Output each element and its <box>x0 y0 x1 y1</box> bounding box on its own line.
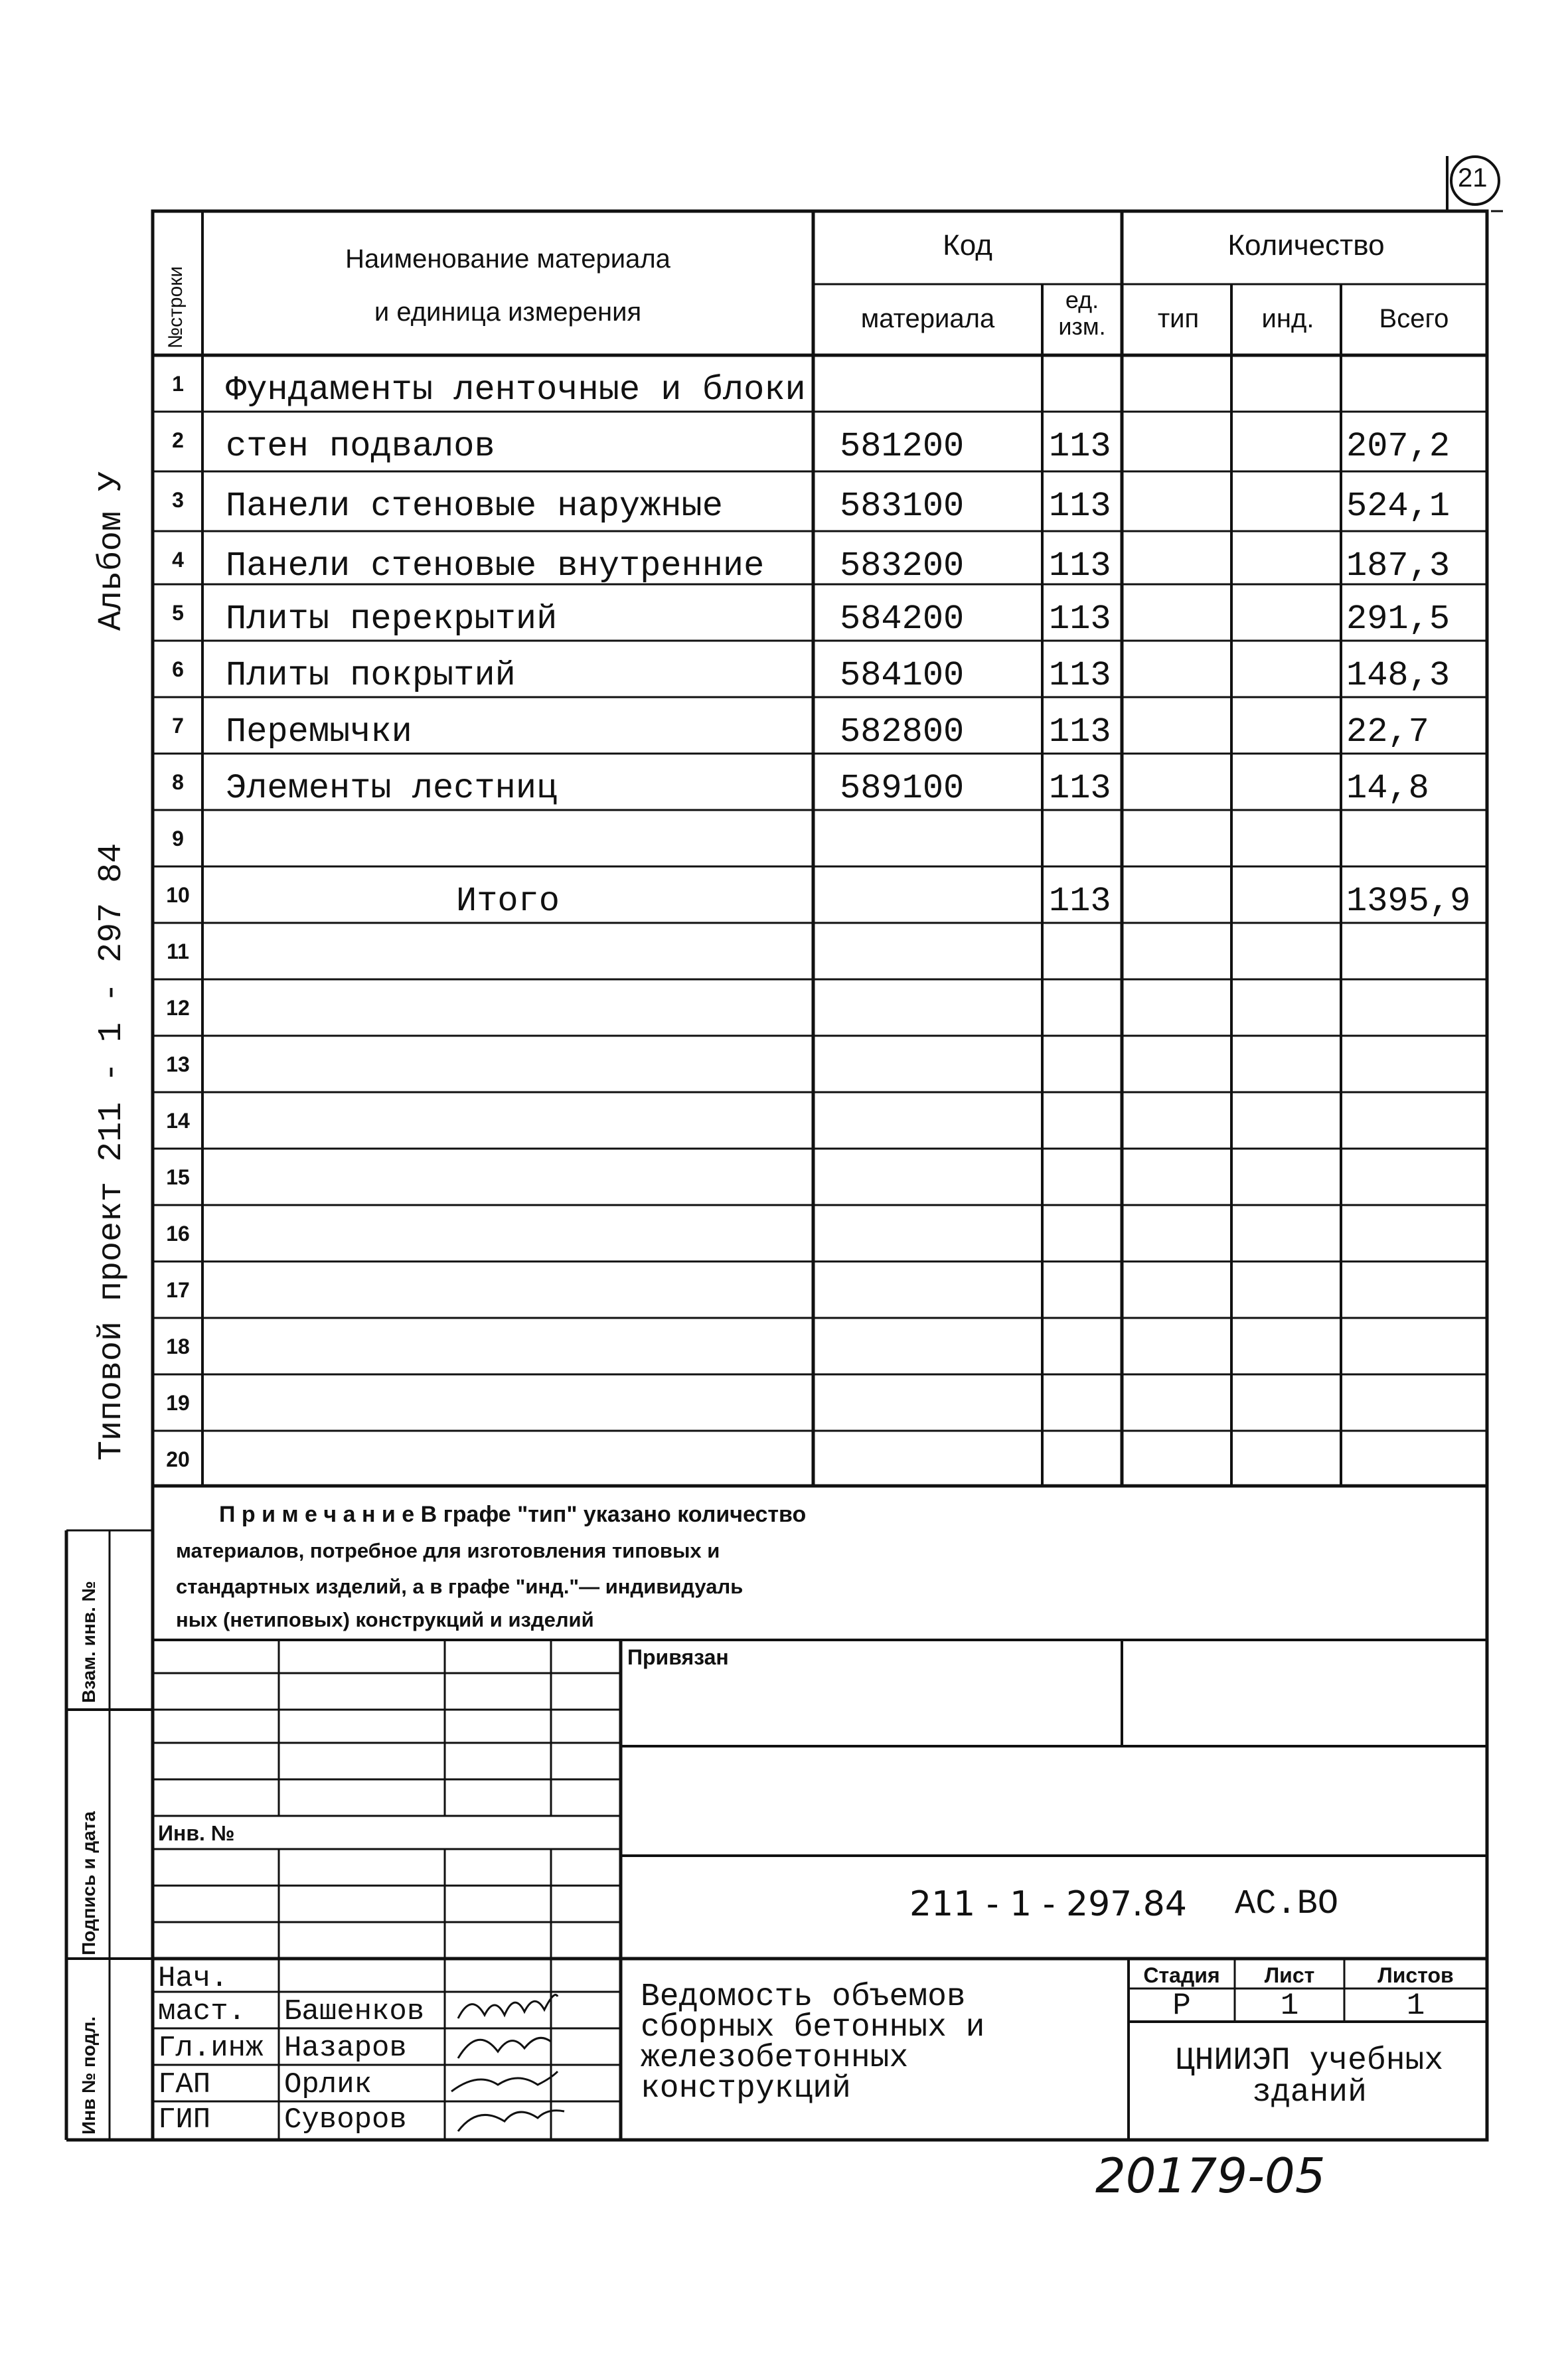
row-number: 8 <box>172 770 184 794</box>
stage-label: Стадия <box>1143 1963 1220 1987</box>
signature-scribbles <box>451 1995 564 2132</box>
note-line-4: ных (нетиповых) конструкций и изделий <box>176 1608 594 1631</box>
header-name: Наименование материала и единица измерения <box>345 244 670 327</box>
role-person: Башенков <box>284 1995 425 2028</box>
header-code: Код <box>943 229 992 262</box>
note-line-1: П р и м е ч а н и е В графе "тип" указано количество <box>219 1502 807 1527</box>
sheets-value: 1 <box>1406 1988 1425 2023</box>
material-code: 583200 <box>840 546 965 586</box>
qty-total: 291,5 <box>1346 600 1450 639</box>
sheets-label: Листов <box>1377 1963 1454 1987</box>
qty-total: 14,8 <box>1346 769 1429 808</box>
qty-total: 148,3 <box>1346 656 1450 695</box>
qty-total: 524,1 <box>1346 487 1450 526</box>
organization: ЦНИИЭП учебных зданий <box>1175 2043 1444 2111</box>
unit-code: 113 <box>1049 769 1111 808</box>
header-code-unit: ед. изм. <box>1058 286 1106 340</box>
unit-code: 113 <box>1049 427 1111 466</box>
row-number: 16 <box>166 1222 190 1246</box>
unit-code: 113 <box>1049 600 1111 639</box>
row-number: 9 <box>172 827 184 851</box>
qty-total: 187,3 <box>1346 546 1450 586</box>
header-qty-ind: инд. <box>1261 304 1314 333</box>
header-row-no: №строки <box>165 266 187 349</box>
qty-total: 22,7 <box>1346 712 1429 752</box>
role-title: Гл.инж <box>158 2032 264 2065</box>
role-title: Нач. <box>158 1962 228 1995</box>
material-code: 584100 <box>840 656 965 695</box>
row-number: 19 <box>166 1391 190 1415</box>
role-person: Назаров <box>284 2032 407 2065</box>
inv-podl-label: Инв № подл. <box>78 2016 99 2135</box>
material-name: Панели стеновые наружные <box>226 487 723 526</box>
row-number: 3 <box>172 488 184 512</box>
role-title: ГИП <box>158 2103 211 2137</box>
row-number: 12 <box>166 996 190 1020</box>
qty-total: 1395,9 <box>1346 882 1471 921</box>
sheet-value: 1 <box>1280 1988 1299 2023</box>
role-title: ГАП <box>158 2068 211 2101</box>
material-name: Панели стеновые внутренние <box>226 546 765 586</box>
row-number: 10 <box>166 883 190 907</box>
unit-code: 113 <box>1049 656 1111 695</box>
privyazan-label: Привязан <box>627 1645 729 1669</box>
role-person: Суворов <box>284 2103 407 2137</box>
vzam-inv-label: Взам. инв. № <box>78 1581 99 1703</box>
row-number: 18 <box>166 1335 190 1358</box>
row-number: 6 <box>172 657 184 681</box>
doc-code: 211 - 1 - 297.84 <box>909 1884 1187 1924</box>
unit-code: 113 <box>1049 712 1111 752</box>
header-code-material: материала <box>860 304 995 333</box>
footer-number: 20179-05 <box>1095 2148 1326 2204</box>
header-qty-type: тип <box>1157 304 1200 333</box>
project-label: Типовой проект 211 - 1 - 297 84 <box>93 843 131 1461</box>
material-name: Элементы лестниц <box>226 769 558 808</box>
unit-code: 113 <box>1049 882 1111 921</box>
unit-code: 113 <box>1049 487 1111 526</box>
material-code: 583100 <box>840 487 965 526</box>
row-number: 13 <box>166 1052 190 1076</box>
row-number: 7 <box>172 714 184 738</box>
material-name: Плиты перекрытий <box>226 600 558 639</box>
material-name: стен подвалов <box>226 427 495 466</box>
row-number: 5 <box>172 601 184 625</box>
doc-mark: АС.ВО <box>1235 1884 1339 1923</box>
material-name: Плиты покрытий <box>226 656 516 695</box>
material-name: Фундаменты ленточные и блоки <box>226 370 806 410</box>
row-number: 1 <box>172 372 184 396</box>
note-line-3: стандартных изделий, а в графе "инд."— индивидуаль <box>176 1575 744 1598</box>
header-qty-total: Всего <box>1379 304 1449 333</box>
qty-total: 207,2 <box>1346 427 1450 466</box>
row-number: 2 <box>172 428 184 452</box>
material-name: Итого <box>455 882 560 921</box>
page-number: 21 <box>1458 163 1488 193</box>
material-code: 589100 <box>840 769 965 808</box>
material-code: 584200 <box>840 600 965 639</box>
unit-code: 113 <box>1049 546 1111 586</box>
row-number: 14 <box>166 1109 190 1133</box>
row-number: 4 <box>172 548 184 572</box>
material-code: 582800 <box>840 712 965 752</box>
row-number: 20 <box>166 1447 190 1471</box>
podpis-data-label: Подпись и дата <box>78 1811 99 1955</box>
role-title: маст. <box>158 1995 246 2028</box>
material-code: 581200 <box>840 427 965 466</box>
role-person: Орлик <box>284 2068 372 2101</box>
sheet-label: Лист <box>1264 1963 1315 1987</box>
document-title: Ведомость объемов сборных бетонных и железобетонных конструкций <box>641 1979 985 2107</box>
stage-value: Р <box>1172 1988 1191 2023</box>
material-name: Перемычки <box>226 712 412 752</box>
row-number: 11 <box>167 939 189 963</box>
header-quantity: Количество <box>1227 229 1385 262</box>
inv-no-label: Инв. № <box>158 1821 235 1845</box>
row-number: 17 <box>166 1278 190 1302</box>
album-label: Альбом У <box>93 471 131 631</box>
row-number: 15 <box>166 1165 190 1189</box>
note-line-2: материалов, потребное для изготовления типовых и <box>176 1539 720 1562</box>
